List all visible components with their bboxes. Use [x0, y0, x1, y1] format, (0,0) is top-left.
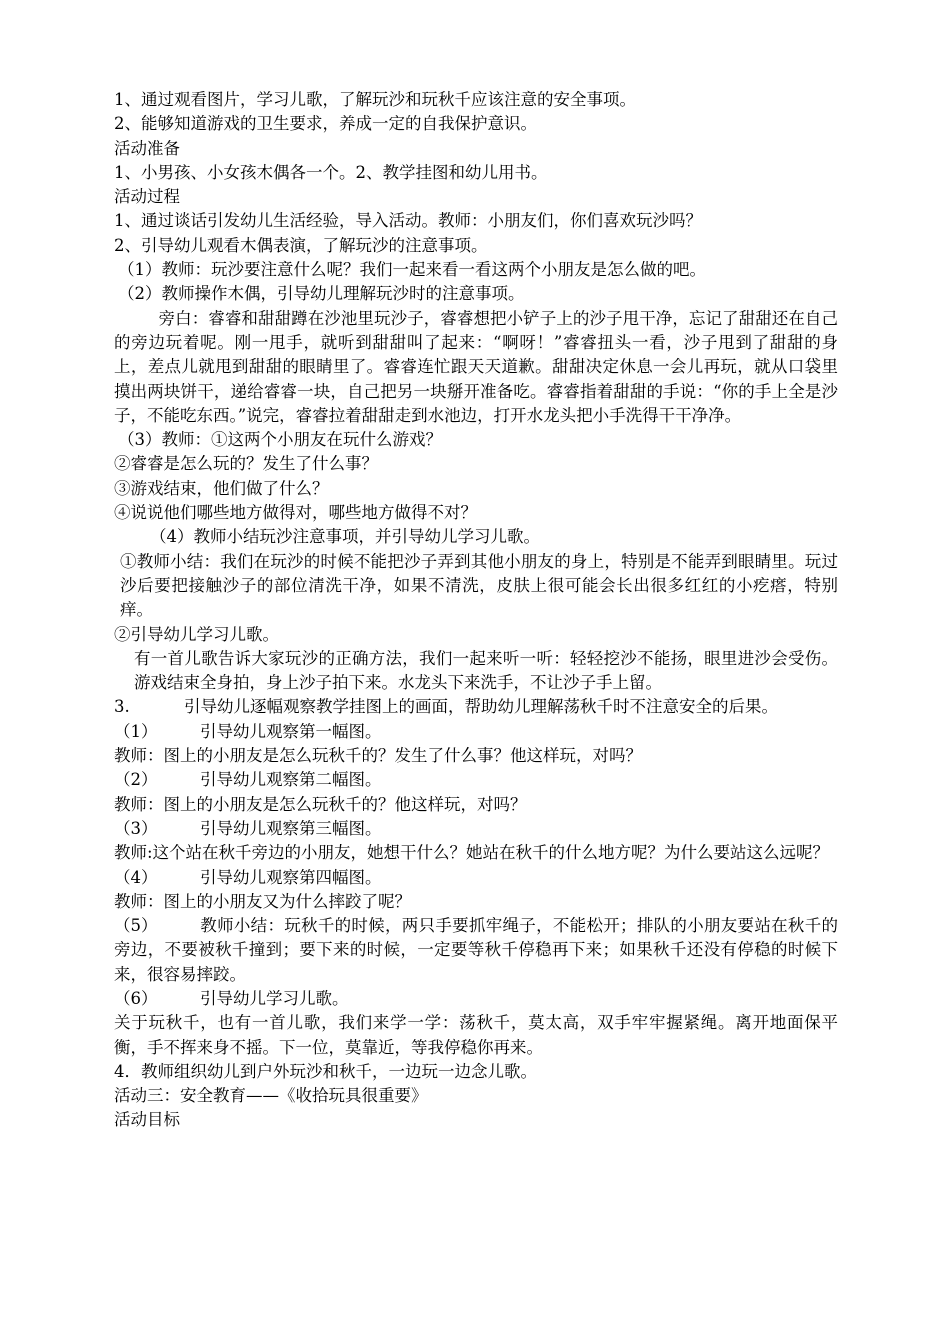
narration-paragraph: 旁白：睿睿和甜甜蹲在沙池里玩沙子，睿睿想把小铲子上的沙子甩干净，忘记了甜甜还在自己的旁边玩着呢。刚一甩手，就听到甜甜叫了起来：“啊呀！”睿睿扭头一看，沙子甩到了甜甜的身上，差点儿就甩到甜甜的眼睛里了。睿睿连忙跟天天道歉。甜甜决定休息一会儿再玩，就从口袋里摸出两块饼干，递给睿睿一块，自己把另一块掰开准备吃。睿睿指着甜甜的手说：“你的手上全是沙子，不能吃东西。”说完，睿睿拉着甜甜走到水池边，打开水龙头把小手洗得干干净净。 — [114, 308, 838, 425]
swing-sub-5 — [114, 914, 838, 987]
objective-2: 2、能够知道游戏的卫生要求，养成一定的自我保护意识。 — [114, 114, 537, 134]
question-4: ④说说他们哪些地方做得对，哪些地方做得不对？ — [114, 503, 477, 523]
step-text: 教师小结：玩秋千的时候，两只手要抓牢绳子，不能松开；排队的小朋友要站在秋千的旁边，不要被秋千撞到；要下来的时候，一定要等秋千停稳再下来；如果秋千还没有停稳的时候下来，很容易摔跤。 — [114, 916, 838, 984]
swing-question-2: 教师：图上的小朋友是怎么玩秋千的？他这样玩，对吗？ — [114, 794, 527, 814]
activity-three-heading: 活动三：安全教育——《收拾玩具很重要》 — [114, 1086, 428, 1106]
sub-step-3: （3）教师：①这两个小朋友在玩什么游戏？ — [118, 430, 442, 450]
step-number: （5） — [114, 916, 158, 936]
swing-sub-3 — [114, 817, 838, 841]
process-step-1: 1、通过谈话引发幼儿生活经验，导入活动。教师：小朋友们，你们喜欢玩沙吗？ — [114, 211, 702, 231]
step-number: （2） — [114, 770, 158, 790]
swing-sub-6 — [114, 987, 838, 1011]
step-number: （6） — [114, 988, 158, 1008]
swing-question-4: 教师：图上的小朋友又为什么摔跤了呢？ — [114, 891, 411, 911]
section-heading-process: 活动过程 — [114, 187, 180, 207]
step-text: 引导幼儿观察第一幅图。 — [200, 721, 382, 741]
step-text: 引导幼儿观察第二幅图。 — [200, 770, 382, 790]
sand-song-paragraph: 有一首儿歌告诉大家玩沙的正确方法，我们一起来听一听：轻轻挖沙不能扬，眼里进沙会受伤。游戏结束全身拍，身上沙子拍下来。水龙头下来洗手，不让沙子手上留。 — [134, 648, 838, 693]
question-2: ②睿睿是怎么玩的？发生了什么事？ — [114, 454, 378, 474]
objective-1: 1、通过观看图片，学习儿歌，了解玩沙和玩秋千应该注意的安全事项。 — [114, 90, 636, 109]
step-number: （4） — [114, 867, 158, 887]
process-step-3 — [114, 695, 838, 719]
swing-sub-4 — [114, 866, 838, 890]
sub-step-2: （2）教师操作木偶，引导幼儿理解玩沙时的注意事项。 — [118, 284, 525, 304]
swing-song-paragraph: 关于玩秋千，也有一首儿歌，我们来学一学：荡秋千，莫太高，双手牢牢握紧绳。离开地面保平衡，手不挥来身不摇。下一位，莫靠近，等我停稳你再来。 — [114, 1013, 838, 1057]
teacher-summary-sand: ①教师小结：我们在玩沙的时候不能把沙子弄到其他小朋友的身上，特别是不能弄到眼睛里。玩过沙后要把接触沙子的部位清洗干净，如果不清洗，皮肤上很可能会长出很多红红的小疙瘩，特别痒。 — [120, 551, 838, 620]
sub-step-4: （4）教师小结玩沙注意事项，并引导幼儿学习儿歌。 — [150, 527, 540, 547]
swing-sub-2 — [114, 768, 838, 792]
swing-question-3: 教师:这个站在秋千旁边的小朋友，她想干什么？她站在秋千的什么地方呢？为什么要站这么远呢？ — [114, 843, 830, 863]
step-text: 引导幼儿观察第三幅图。 — [200, 818, 382, 838]
process-step-4: 4．教师组织幼儿到户外玩沙和秋千，一边玩一边念儿歌。 — [114, 1061, 537, 1081]
sub-step-1: （1）教师：玩沙要注意什么呢？我们一起来看一看这两个小朋友是怎么做的吧。 — [118, 260, 706, 280]
question-3: ③游戏结束，他们做了什么？ — [114, 478, 329, 498]
section-heading-objectives: 活动目标 — [114, 1110, 180, 1130]
guide-song-sand: ②引导幼儿学习儿歌。 — [114, 624, 279, 644]
step-text: 引导幼儿学习儿歌。 — [200, 988, 349, 1008]
step-number: （1） — [114, 721, 158, 741]
preparation-items: 1、小男孩、小女孩木偶各一个。2、教学挂图和幼儿用书。 — [114, 162, 548, 182]
step-text: 引导幼儿观察第四幅图。 — [200, 867, 382, 887]
process-step-2: 2、引导幼儿观看木偶表演，了解玩沙的注意事项。 — [114, 235, 488, 255]
step-text: 引导幼儿逐幅观察教学挂图上的画面，帮助幼儿理解荡秋千时不注意安全的后果。 — [184, 697, 778, 717]
step-number: 3. — [114, 697, 130, 717]
step-number: （3） — [114, 818, 158, 838]
section-heading-preparation: 活动准备 — [114, 138, 180, 158]
swing-sub-1 — [114, 720, 838, 744]
swing-question-1: 教师：图上的小朋友是怎么玩秋千的？发生了什么事？他这样玩，对吗？ — [114, 746, 642, 766]
